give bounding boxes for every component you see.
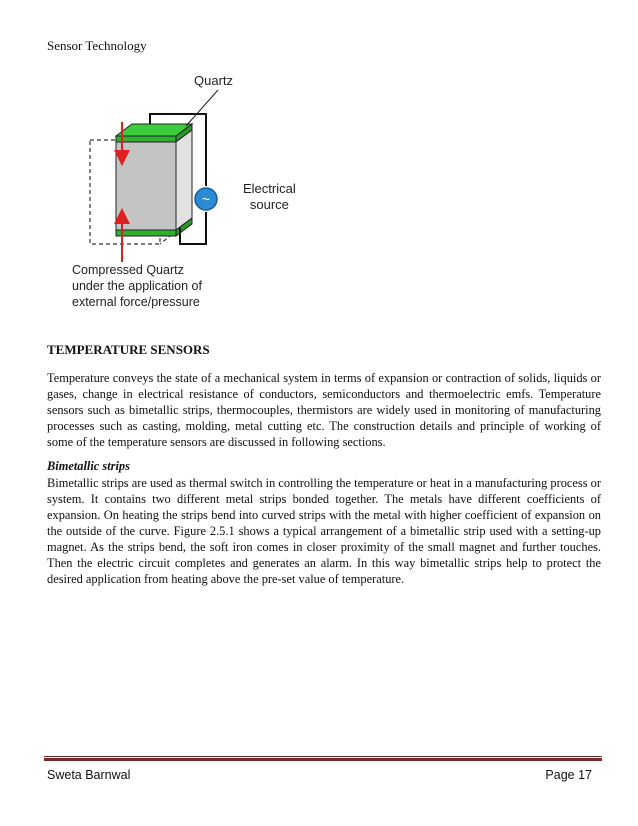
- figure-caption: [72, 262, 202, 310]
- section-heading: TEMPERATURE SENSORS: [47, 342, 210, 357]
- source-label-line2: source: [249, 197, 289, 212]
- running-header: Sensor Technology: [47, 38, 147, 53]
- caption-line2: under the application of: [72, 279, 202, 293]
- quartz-label: Quartz: [194, 73, 234, 88]
- quartz-leader: [186, 90, 218, 126]
- footer-rule-thick: [44, 758, 602, 761]
- intro-paragraph: Temperature conveys the state of a mechanical system in terms of expansion or contraction of solids, liquids or gases, change in electrical resistance of conductors, semiconductors and thermoelectric emfs. Temperature sensors such as bimetallic strips, thermocouples, thermistors are widely used in monitoring of manufacturing processes such as casting, molding, metal cutting etc. The construction details and principle of working of some of the temperature sensors are discussed in following sections.: [47, 371, 601, 449]
- caption-line1: Compressed Quartz: [72, 263, 184, 277]
- bimetallic-subheading: Bimetallic strips: [47, 459, 130, 473]
- caption-line3: external force/pressure: [72, 295, 200, 309]
- footer-author: Sweta Barnwal: [47, 768, 131, 782]
- top-electrode-front: [116, 136, 176, 142]
- footer-rule: [44, 756, 602, 757]
- bimetallic-paragraph: Bimetallic strips are used as thermal switch in controlling the temperature or heat in a manufacturing process or system. It contains two different metal strips bonded together. The metals have different coefficients of expansion. On heating the strips bend into curved strips with the metal with higher coefficient of expansion on the outside of the curve. Figure 2.5.1 shows a typical arrangement of a bimetallic strip used with a setting-up magnet. As the strips bend, the soft iron comes in closer proximity of the small magnet and further touches. Then the electric circuit completes and generates an alarm. In this way bimetallic strips help to protect the desired application from heating above the pre-set value of temperature.: [47, 476, 601, 586]
- quartz-crystal-side: [176, 130, 192, 230]
- electrical-source-label: [243, 181, 296, 213]
- bottom-electrode-front: [116, 230, 176, 236]
- footer-page-number: Page 17: [545, 768, 592, 782]
- quartz-crystal-front: [116, 142, 176, 230]
- source-label-line1: Electrical: [243, 181, 296, 196]
- source-symbol: ~: [201, 191, 211, 207]
